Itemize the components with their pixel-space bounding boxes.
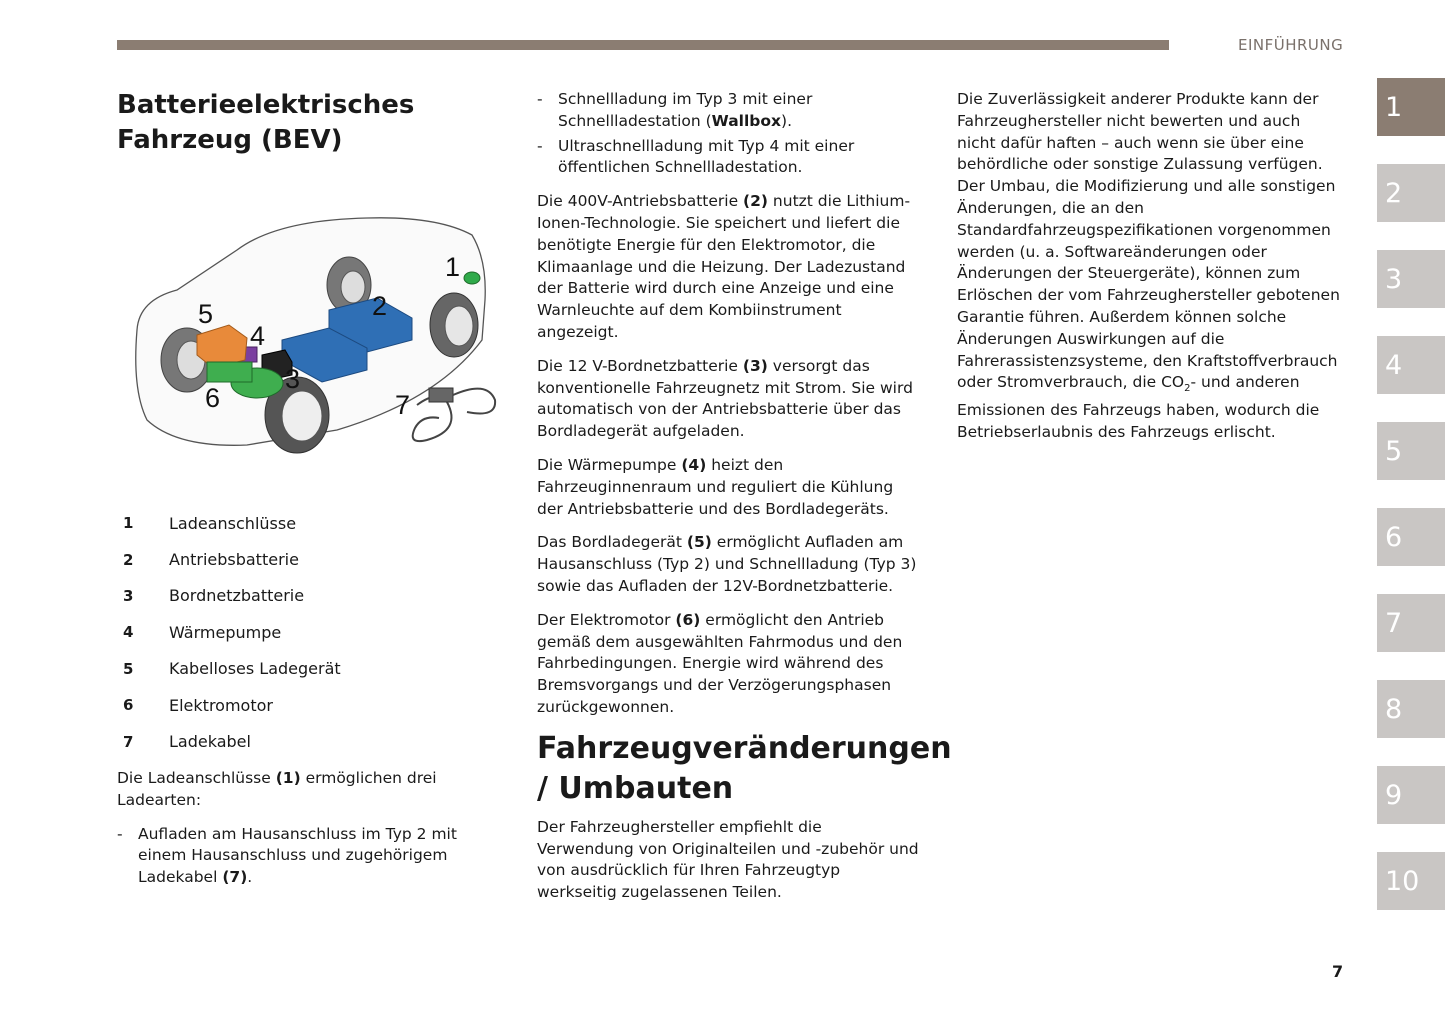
tab-chapter-8[interactable]: 8 <box>1377 680 1445 738</box>
legend-row <box>117 723 507 759</box>
legend-row <box>117 687 507 723</box>
tab-chapter-4[interactable]: 4 <box>1377 336 1445 394</box>
legend-row <box>117 614 507 650</box>
paragraph: Die Zuverlässigkeit anderer Produkte kann der Fahrzeughersteller nicht bewerten und auch nicht dafür haften – auch wenn sie über eine behördliche oder sonstige Zulassung verfügen. Der Umbau, die Modifizierung und alle sonstigen Änderungen, die an den Standardfahrzeugspezifikationen vorgenommen werden (u. a. Softwareänderungen oder Änderungen der Steuergeräte), können zum Erlöschen der vom Fahrzeughersteller gebotenen Garantie führen. Außerdem können solche Änderungen Auswirkungen auf die Fahrerassistenzsysteme, den Kraftstoffverbrauch oder Stromverbrauch, die $CO_2-$ und anderen Emissionen des Fahrzeugs haben, wodurch die Betriebserlaubnis des Fahrzeugs erlischt. <box>957 90 1340 442</box>
paragraph: Der Elektromotor (6) ermöglicht den Antrieb gemäß dem ausgewählten Fahrmodus und den Fahrbedingungen. Energie wird während des Bremsvorgangs und der Verzögerungsphasen zurückgewonnen. <box>537 610 903 716</box>
legend-num: 5 <box>123 659 134 678</box>
tab-chapter-6[interactable]: 6 <box>1377 508 1445 566</box>
figure-label-2: 2 <box>372 291 388 321</box>
legend-num: 7 <box>123 732 134 751</box>
figure-label-6: 6 <box>205 383 221 413</box>
page-title: Batterieelektrisches Fahrzeug (BEV) <box>117 90 415 155</box>
legend-num: 2 <box>123 550 134 569</box>
column-left <box>117 88 507 158</box>
tab-chapter-9[interactable]: 9 <box>1377 766 1445 824</box>
figure-label-3: 3 <box>285 364 301 394</box>
figure-label-4: 4 <box>250 321 266 351</box>
legend-label: Kabelloses Ladegerät <box>169 659 341 679</box>
charging-intro-text: Die Ladeanschlüsse (1) ermöglichen drei Ladearten: <box>117 769 437 809</box>
legend-num: 4 <box>123 623 134 642</box>
legend-label: Bordnetzbatterie <box>169 586 305 606</box>
tab-chapter-7[interactable]: 7 <box>1377 594 1445 652</box>
tab-chapter-10[interactable]: 10 <box>1377 852 1445 910</box>
paragraph: Die 12 V-Bordnetzbatterie (3) versorgt das konventionelle Fahrzeugnetz mit Strom. Sie wird automatisch von der Antriebsbatterie über das Bordladegerät aufgeladen. <box>537 356 913 441</box>
legend-row <box>117 541 507 577</box>
tab-chapter-1[interactable]: 1 <box>1377 78 1445 136</box>
legend-num: 1 <box>123 514 134 533</box>
charging-intro <box>117 768 507 889</box>
figure-label-7: 7 <box>395 390 411 420</box>
tab-chapter-3[interactable]: 3 <box>1377 250 1445 308</box>
tab-chapter-5[interactable]: 5 <box>1377 422 1445 480</box>
paragraph: Der Fahrzeughersteller empfiehlt die Verwendung von Originalteilen und -zubehör und von ausdrücklich für Ihren Fahrzeugtyp werkseitig zugelassenen Teilen. <box>537 817 919 902</box>
legend-row <box>117 578 507 614</box>
bev-diagram <box>117 190 507 480</box>
legend-row <box>117 505 507 541</box>
column-right <box>957 89 1342 444</box>
paragraph: Die 400V-Antriebsbatterie (2) nutzt die Lithium-Ionen-Technologie. Sie speichert und liefert die benötigte Energie für den Elektromotor, die Klimaanlage und die Heizung. Der Ladezustand der Batterie wird durch eine Anzeige und eine Warnleuchte auf dem Kombiinstrument angezeigt. <box>537 192 911 341</box>
paragraph: Das Bordladegerät (5) ermöglicht Aufladen am Hausanschluss (Typ 2) und Schnellladung (Typ 3) sowie das Aufladen der 12V-Bordnetzbatterie. <box>537 533 917 595</box>
legend-label: Antriebsbatterie <box>169 550 299 570</box>
charging-list <box>117 824 507 889</box>
list-item: - Schnellladung im Typ 3 mit einer Schnellladestation (Wallbox). <box>537 89 922 133</box>
page-number: 7 <box>1332 962 1344 981</box>
list-item: - Ultraschnellladung mit Typ 4 mit einer öffentlichen Schnellladestation. <box>537 136 922 180</box>
column-middle <box>537 89 952 904</box>
legend-label: Ladeanschlüsse <box>169 513 297 533</box>
legend-num: 6 <box>123 696 134 715</box>
legend-label: Elektromotor <box>169 695 273 715</box>
legend-num: 3 <box>123 586 134 605</box>
paragraph: Die Wärmepumpe (4) heizt den Fahrzeuginnenraum und reguliert die Kühlung der Antriebsbatterie und des Bordladegeräts. <box>537 455 894 518</box>
tab-chapter-2[interactable]: 2 <box>1377 164 1445 222</box>
legend-label: Wärmepumpe <box>169 622 282 642</box>
list-item: - Aufladen am Hausanschluss im Typ 2 mit einem Hausanschluss und zugehörigem Ladekabel (7). <box>117 824 507 889</box>
legend-label: Ladekabel <box>169 732 251 752</box>
component-legend <box>117 505 507 760</box>
legend-row <box>117 651 507 687</box>
header-rule <box>117 40 1169 50</box>
section-heading: Fahrzeugveränderungen / Umbauten <box>537 730 952 806</box>
figure-label-5: 5 <box>198 299 214 329</box>
charging-list-continued <box>537 89 922 179</box>
figure-label-1: 1 <box>445 252 461 282</box>
section-label: EINFÜHRUNG <box>1238 36 1344 54</box>
